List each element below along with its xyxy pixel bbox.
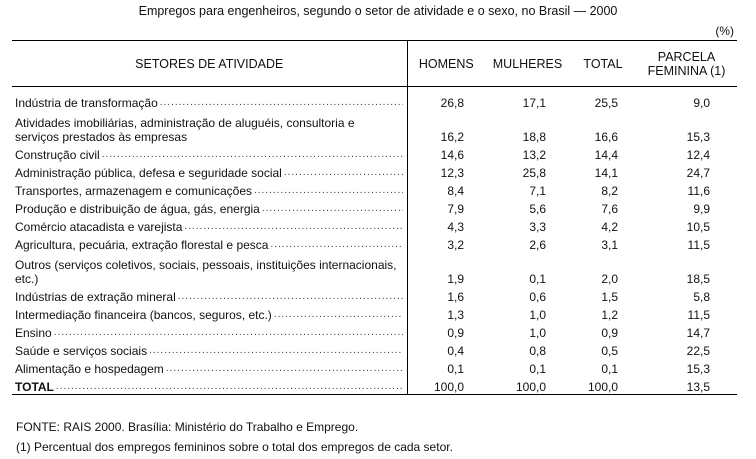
- women-value: 18,8: [522, 130, 546, 144]
- share-value: 9,9: [693, 202, 710, 216]
- women-value: 5,6: [529, 202, 546, 216]
- men-value: 26,8: [440, 96, 464, 110]
- sector-label: Transportes, armazenagem e comunicações: [15, 184, 252, 198]
- men-value: 12,3: [440, 166, 464, 180]
- total-value: 0,5: [601, 344, 618, 358]
- sector-label: Construção civil: [15, 148, 100, 162]
- sector-label: Ensino: [15, 326, 52, 340]
- table-row: [12, 162, 737, 180]
- women-value: 25,8: [522, 166, 546, 180]
- share-value: 12,4: [686, 148, 710, 162]
- total-value: 16,6: [594, 130, 618, 144]
- women-value: 0,1: [529, 272, 546, 286]
- women-value: 0,8: [529, 344, 546, 358]
- men-value: 4,3: [447, 220, 464, 234]
- table-row: [12, 322, 737, 340]
- total-label: TOTAL: [15, 380, 54, 394]
- total-value: 0,9: [601, 326, 618, 340]
- grand-total: 100,0: [570, 376, 636, 395]
- unit-label: (%): [715, 24, 734, 38]
- header-female-share-line2: FEMININA (1): [647, 63, 726, 78]
- header-sector: SETORES DE ATIVIDADE: [12, 41, 407, 87]
- women-value: 0,6: [529, 290, 546, 304]
- table-row: [12, 180, 737, 198]
- footnote-1: (1) Percentual dos empregos femininos sobre o total dos empregos de cada setor.: [16, 440, 453, 454]
- share-value: 14,7: [686, 326, 710, 340]
- men-value: 0,9: [447, 326, 464, 340]
- share-value: 9,0: [693, 96, 710, 110]
- women-value: 17,1: [522, 96, 546, 110]
- table-row: [12, 234, 737, 252]
- men-value: 16,2: [440, 130, 464, 144]
- header-total: TOTAL: [570, 41, 636, 87]
- total-value: 14,1: [594, 166, 618, 180]
- share-value: 11,5: [687, 238, 710, 252]
- women-value: 13,2: [522, 148, 546, 162]
- sector-label: Administração pública, defesa e seguridade social: [15, 166, 282, 180]
- men-value: 1,9: [447, 272, 464, 286]
- table-row: [12, 304, 737, 322]
- sector-label: Comércio atacadista e varejista: [15, 220, 183, 234]
- share-value: 15,3: [686, 362, 710, 376]
- table-header-row: [12, 41, 737, 87]
- men-value: 7,9: [447, 202, 464, 216]
- share-value: 11,5: [687, 308, 710, 322]
- women-value: 0,1: [529, 362, 546, 376]
- header-female-share: [636, 41, 737, 87]
- share-total: 13,5: [636, 376, 737, 395]
- table-row: [12, 144, 737, 162]
- sector-label: Indústrias de extração mineral: [15, 290, 176, 304]
- source-note: FONTE: RAIS 2000. Brasília: Ministério do Trabalho e Emprego.: [16, 420, 359, 434]
- share-value: 10,5: [686, 220, 710, 234]
- sector-label: Indústria de transformação: [15, 96, 158, 110]
- total-value: 2,0: [601, 272, 618, 286]
- men-value: 14,6: [440, 148, 464, 162]
- share-value: 24,7: [686, 166, 710, 180]
- share-value: 22,5: [686, 344, 710, 358]
- header-women: MULHERES: [485, 41, 570, 87]
- total-value: 25,5: [594, 96, 618, 110]
- total-value: 7,6: [601, 202, 618, 216]
- men-value: 8,4: [447, 184, 464, 198]
- table-row: [12, 340, 737, 358]
- women-total: 100,0: [485, 376, 570, 395]
- sector-label: Agricultura, pecuária, extração florestal e pesca: [15, 238, 269, 252]
- employment-table: [12, 40, 737, 395]
- share-value: 11,6: [687, 184, 710, 198]
- men-value: 0,4: [447, 344, 464, 358]
- men-value: 1,3: [447, 308, 464, 322]
- total-value: 3,1: [601, 238, 618, 252]
- men-value: 3,2: [447, 238, 464, 252]
- table-row: [12, 286, 737, 304]
- sector-label: Intermediação financeira (bancos, seguros, etc.): [15, 308, 272, 322]
- share-value: 5,8: [693, 290, 710, 304]
- header-men: HOMENS: [407, 41, 485, 87]
- women-value: 1,0: [529, 308, 546, 322]
- table-row: [12, 252, 737, 286]
- sector-label: Saúde e serviços sociais: [15, 344, 148, 358]
- share-value: 18,5: [686, 272, 710, 286]
- total-value: 8,2: [601, 184, 618, 198]
- table-row: [12, 358, 737, 376]
- table-title: Empregos para engenheiros, segundo o setor de atividade e o sexo, no Brasil — 2000: [138, 4, 618, 18]
- women-value: 3,3: [529, 220, 546, 234]
- share-value: 15,3: [686, 130, 710, 144]
- sector-label: Produção e distribuição de água, gás, energia: [15, 202, 260, 216]
- total-value: 1,2: [601, 308, 618, 322]
- table-row: [12, 87, 737, 111]
- women-value: 7,1: [529, 184, 546, 198]
- sector-label: Atividades imobiliárias, administração de aluguéis, consultoria e serviços prestados às empresas: [15, 116, 355, 144]
- women-value: 1,0: [529, 326, 546, 340]
- sector-label: Outros (serviços coletivos, sociais, pessoais, instituições internacionais, etc.): [15, 258, 397, 286]
- sector-label: Alimentação e hospedagem: [15, 362, 164, 376]
- men-value: 1,6: [447, 290, 464, 304]
- men-total: 100,0: [407, 376, 485, 395]
- total-value: 1,5: [601, 290, 618, 304]
- women-value: 2,6: [529, 238, 546, 252]
- total-value: 4,2: [601, 220, 618, 234]
- table-row: [12, 110, 737, 144]
- header-female-share-line1: PARCELA: [657, 49, 716, 64]
- table-row: [12, 198, 737, 216]
- total-value: 14,4: [594, 148, 618, 162]
- total-value: 0,1: [601, 362, 618, 376]
- table-row: [12, 216, 737, 234]
- total-row: [12, 376, 737, 395]
- men-value: 0,1: [447, 362, 464, 376]
